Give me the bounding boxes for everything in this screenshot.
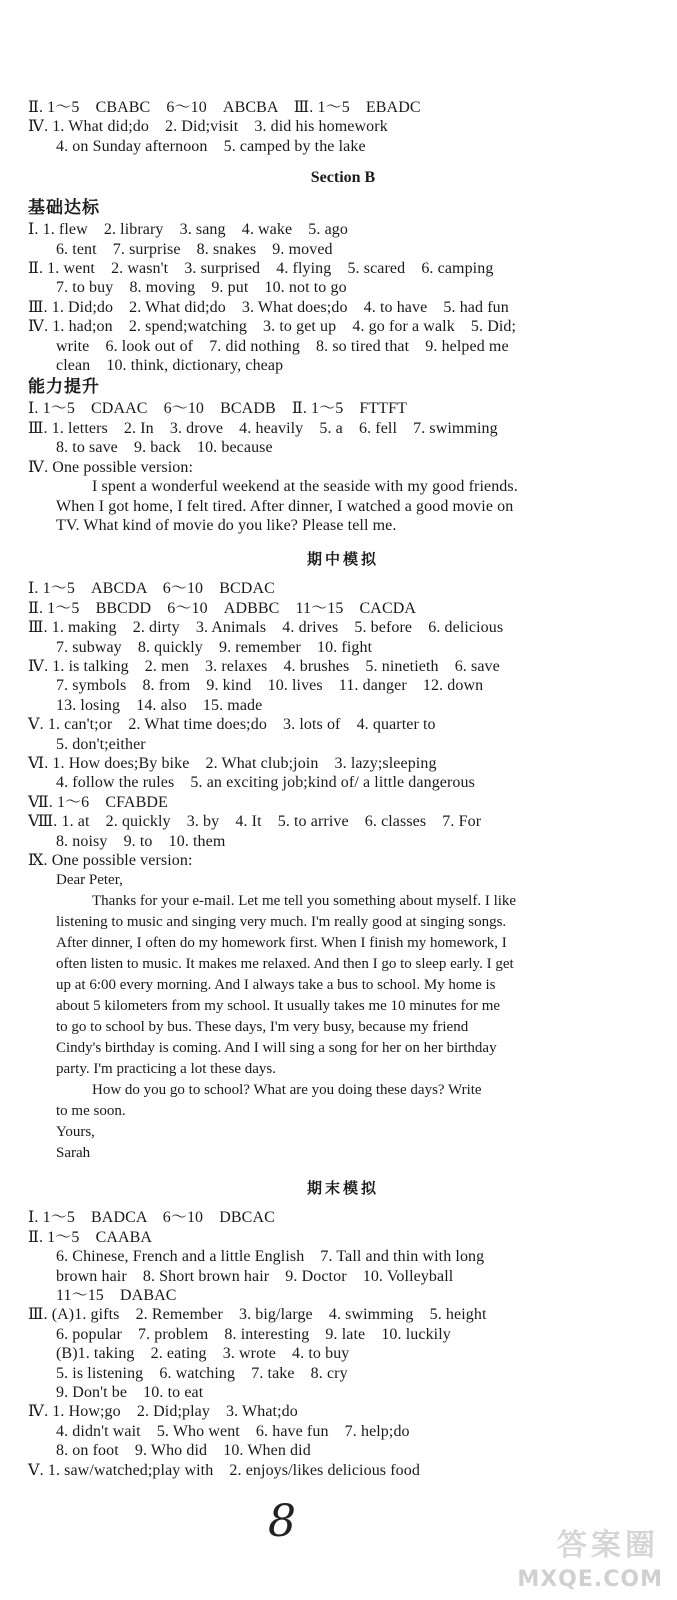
answer-line: Ⅳ. One possible version:: [28, 458, 194, 476]
answer-line: Ⅲ. 1. making 2. dirty 3. Animals 4. drives 5. before 6. delicious: [28, 619, 504, 637]
midterm-answers: [28, 579, 658, 870]
answer-line: Ⅳ. 1. What did;do 2. Did;visit 3. did his homework: [28, 118, 388, 136]
unit-continuation: [28, 98, 658, 156]
essay: [28, 477, 658, 535]
ability-heading: 能力提升: [28, 377, 100, 398]
answer-line: Ⅲ. 1. Did;do 2. What did;do 3. What does;do 4. to have 5. had fun: [28, 298, 509, 316]
sample-letter: [28, 870, 658, 1164]
answer-line: Ⅵ. 1. How does;By bike 2. What club;join 3. lazy;sleeping: [28, 754, 437, 772]
answer-line: 7. symbols 8. from 9. kind 10. lives 11. danger 12. down: [56, 677, 484, 695]
answer-line: Ⅳ. 1. How;go 2. Did;play 3. What;do: [28, 1403, 298, 1421]
answer-line: Ⅳ. 1. is talking 2. men 3. relaxes 4. brushes 5. ninetieth 6. save: [28, 657, 500, 675]
answer-line: 11～15 DABAC: [56, 1287, 177, 1305]
answer-line: Ⅶ. 1～6 CFABDE: [28, 793, 168, 811]
letter-line: about 5 kilometers from my school. It usually takes me 10 minutes for me: [56, 998, 501, 1015]
answer-line: Ⅱ. 1. went 2. wasn't 3. surprised 4. flying 5. scared 6. camping: [28, 260, 494, 278]
answer-line: Ⅳ. 1. had;on 2. spend;watching 3. to get up 4. go for a walk 5. Did;: [28, 318, 517, 336]
letter-line: Thanks for your e-mail. Let me tell you something about myself. I like: [92, 893, 517, 910]
answer-line: Ⅸ. One possible version:: [28, 852, 193, 869]
answer-line: clean 10. think, dictionary, cheap: [56, 357, 284, 375]
answer-line: Ⅰ. 1～5 BADCA 6～10 DBCAC: [28, 1209, 275, 1227]
answer-line: (B)1. taking 2. eating 3. wrote 4. to buy: [56, 1345, 350, 1363]
answer-line: 4. follow the rules 5. an exciting job;kind of/ a little dangerous: [56, 774, 475, 792]
answer-page: [28, 98, 658, 1480]
letter-line: How do you go to school? What are you doing these days? Write: [92, 1082, 482, 1099]
answer-line: Ⅰ. 1～5 CDAAC 6～10 BCADB Ⅱ. 1～5 FTTFT: [28, 400, 408, 418]
answer-line: brown hair 8. Short brown hair 9. Doctor 10. Volleyball: [56, 1267, 454, 1285]
answer-line: 8. on foot 9. Who did 10. When did: [56, 1442, 311, 1460]
section-b-title: Section B: [310, 169, 376, 187]
answer-line: 7. subway 8. quickly 9. remember 10. fight: [56, 638, 373, 656]
answer-line: 9. Don't be 10. to eat: [56, 1384, 204, 1402]
answer-line: 6. popular 7. problem 8. interesting 9. late 10. luckily: [56, 1325, 451, 1343]
letter-line: to go to school by bus. These days, I'm very busy, because my friend: [56, 1019, 469, 1036]
answer-line: Ⅴ. 1. can't;or 2. What time does;do 3. lots of 4. quarter to: [28, 716, 436, 734]
essay-line: When I got home, I felt tired. After dinner, I watched a good movie on: [56, 497, 514, 515]
essay-line: I spent a wonderful weekend at the seaside with my good friends.: [92, 478, 518, 496]
letter-line: Cindy's birthday is coming. And I will sing a song for her on her birthday: [56, 1040, 497, 1057]
basic-heading: 基础达标: [28, 198, 100, 219]
answer-line: 4. on Sunday afternoon 5. camped by the lake: [56, 137, 366, 155]
answer-line: Ⅰ. 1. flew 2. library 3. sang 4. wake 5. ago: [28, 221, 348, 239]
answer-line: Ⅲ. 1. letters 2. In 3. drove 4. heavily 5. a 6. fell 7. swimming: [28, 419, 498, 437]
answer-line: 6. Chinese, French and a little English 7. Tall and thin with long: [56, 1248, 485, 1266]
answer-line: Ⅱ. 1～5 CAABA: [28, 1228, 153, 1246]
watermark-logo: [493, 1520, 663, 1592]
answer-line: 13. losing 14. also 15. made: [56, 696, 263, 714]
essay-line: TV. What kind of movie do you like? Please tell me.: [56, 516, 397, 534]
letter-line: often listen to music. It makes me relaxed. And then I go to sleep early. I get: [56, 956, 514, 973]
final-answers: [28, 1208, 658, 1480]
letter-sign-off: Yours,: [56, 1124, 95, 1141]
answer-line: 8. to save 9. back 10. because: [56, 439, 273, 457]
answer-line: Ⅲ. (A)1. gifts 2. Remember 3. big/large 4. swimming 5. height: [28, 1306, 487, 1324]
letter-line: party. I'm practicing a lot these days.: [56, 1061, 276, 1078]
letter-greeting: Dear Peter,: [56, 872, 123, 889]
midterm-title: 期中模拟: [306, 550, 379, 569]
page-number: 8: [268, 1496, 296, 1547]
answer-line: 5. don't;either: [56, 735, 146, 753]
answer-line: Ⅱ. 1～5 BBCDD 6～10 ADBBC 11～15 CACDA: [28, 599, 417, 617]
letter-line: to me soon.: [56, 1103, 126, 1120]
answer-line: Ⅰ. 1～5 ABCDA 6～10 BCDAC: [28, 580, 275, 598]
ability-answers: [28, 399, 658, 477]
answer-line: 5. is listening 6. watching 7. take 8. cry: [56, 1364, 348, 1382]
letter-line: After dinner, I often do my homework first. When I finish my homework, I: [56, 935, 507, 952]
answer-line: 4. didn't wait 5. Who went 6. have fun 7. help;do: [56, 1422, 410, 1440]
watermark-cn: 答案圈: [557, 1528, 659, 1563]
answer-line: Ⅱ. 1～5 CBABC 6～10 ABCBA Ⅲ. 1～5 EBADC: [28, 99, 421, 116]
answer-line: 7. to buy 8. moving 9. put 10. not to go: [56, 279, 347, 297]
watermark-en: MXQE.COM: [517, 1567, 663, 1592]
letter-line: listening to music and singing very much. I'm really good at singing songs.: [56, 914, 507, 931]
answer-line: Ⅴ. 1. saw/watched;play with 2. enjoys/likes delicious food: [28, 1461, 420, 1479]
answer-line: 8. noisy 9. to 10. them: [56, 832, 226, 850]
letter-name: Sarah: [56, 1145, 91, 1162]
basic-answers: [28, 220, 658, 375]
answer-line: 6. tent 7. surprise 8. snakes 9. moved: [56, 240, 333, 258]
answer-line: Ⅷ. 1. at 2. quickly 3. by 4. It 5. to arrive 6. classes 7. For: [28, 813, 482, 831]
final-title: 期末模拟: [306, 1179, 379, 1198]
answer-line: write 6. look out of 7. did nothing 8. so tired that 9. helped me: [56, 337, 509, 355]
letter-line: up at 6:00 every morning. And I always take a bus to school. My home is: [56, 977, 496, 994]
